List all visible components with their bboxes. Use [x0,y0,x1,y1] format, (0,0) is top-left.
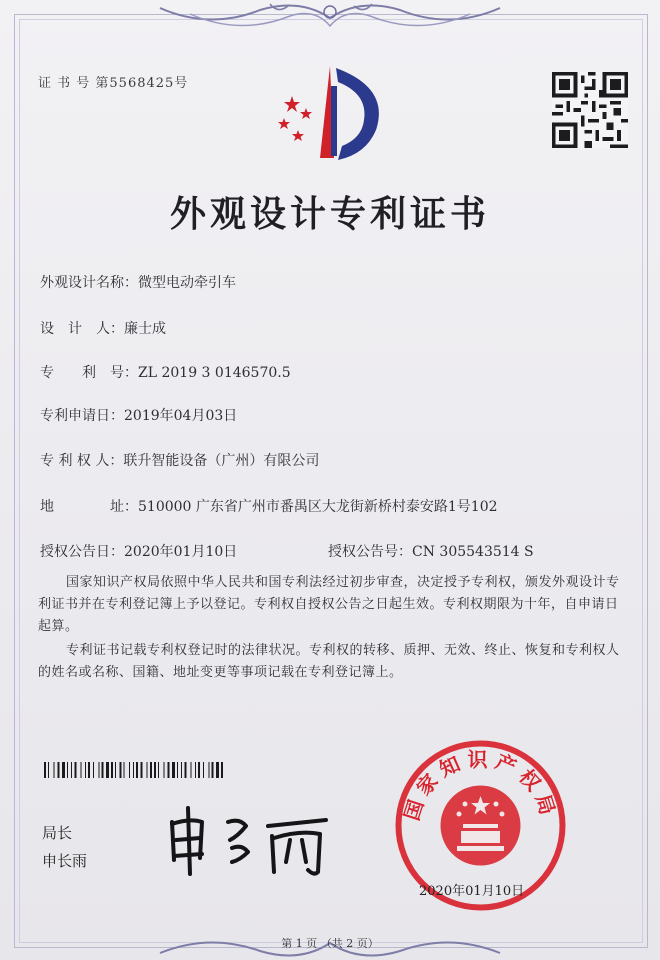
seal-text: 国家知识产权局 [401,749,560,824]
field-filing-date [40,405,237,425]
barcode-icon [44,762,224,778]
field-value: ZL 2019 3 0146570.5 [138,365,291,381]
page-footer: 第 1 页 （共 2 页） [281,937,379,950]
qr-code-icon [552,72,628,148]
certificate-number: 证 书 号 第5568425号 [38,76,189,91]
director-name: 申长雨 [42,852,88,870]
field-value: 2020年01月10日 [124,544,238,560]
field-label: 专利申请日： [40,408,124,424]
field-value: 微型电动牵引车 [138,275,236,291]
signature-icon [150,800,340,880]
field-patent-no [40,362,291,382]
document-title: 外观设计专利证书 [169,193,490,235]
statement-paragraph: 国家知识产权局依照中华人民共和国专利法经过初步审查，决定授予专利权，颁发外观设计专利证书并在专利登记簿上予以登记。专利权自授权公告之日起生效。专利权期限为十年，自申请日起算。 [38,575,620,634]
stamp-date: 2020年01月10日 [419,884,525,899]
field-value: CN 305543514 S [412,544,534,560]
field-value: 510000 广东省广州市番禺区大龙街新桥村泰安路1号102 [138,499,498,515]
field-designer [40,318,166,338]
field-label: 设 计 人： [40,321,124,337]
field-label: 地 址： [40,499,138,515]
field-value: 联升智能设备（广州）有限公司 [123,453,320,469]
cnipa-logo-icon [272,58,392,168]
field-label: 授权公告日： [40,544,124,560]
field-patentee [40,450,319,470]
field-design-name [40,272,236,292]
field-grant-date [40,541,237,561]
top-ornament-icon [150,0,510,40]
field-label: 外观设计名称： [40,275,138,291]
field-label: 授权公告号： [328,544,412,560]
field-grant-no [328,541,534,561]
field-label: 专 利 权 人： [40,453,124,469]
director-title: 局长 [42,824,73,842]
field-value: 廉士成 [124,321,166,337]
field-address [40,496,498,516]
field-value: 2019年04月03日 [124,408,238,424]
field-label: 专 利 号： [40,365,138,381]
legal-status-paragraph: 专利证书记载专利权登记时的法律状况。专利权的转移、质押、无效、终止、恢复和专利权人的姓名或名称、国籍、地址变更等事项记载在专利登记簿上。 [38,643,620,680]
